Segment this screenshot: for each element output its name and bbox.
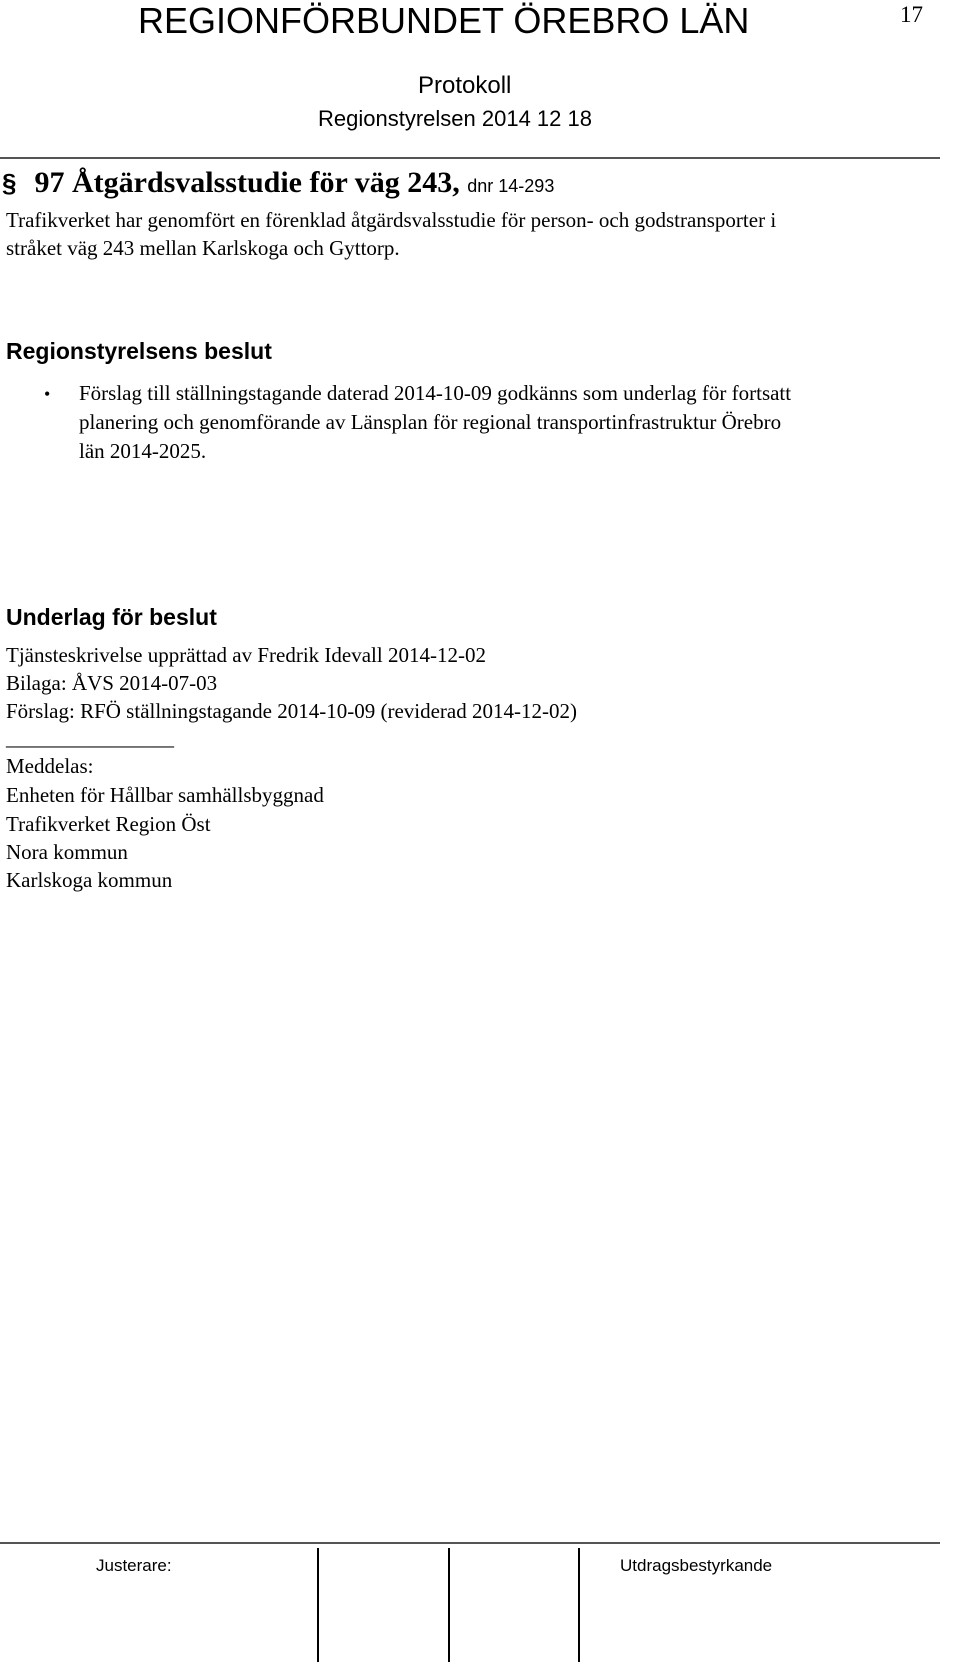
underscore-divider: ________________: [6, 726, 174, 750]
recipient-item: Nora kommun: [6, 840, 128, 864]
document-type: Protokoll: [418, 72, 512, 99]
header-divider: [0, 157, 940, 159]
bullet-icon: •: [44, 384, 51, 404]
basis-heading: Underlag för beslut: [6, 604, 217, 630]
footer-divider: [0, 1542, 940, 1544]
decision-line: län 2014-2025.: [79, 439, 207, 463]
case-number: dnr 14-293: [467, 176, 555, 196]
basis-line: Tjänsteskrivelse upprättad av Fredrik Idevall 2014-12-02: [6, 643, 486, 667]
signature-divider: [317, 1548, 319, 1662]
basis-line: Bilaga: ÅVS 2014-07-03: [6, 671, 218, 695]
section-title: 97 Åtgärdsvalsstudie för väg 243,: [34, 166, 460, 199]
decision-line: planering och genomförande av Länsplan för regional transportinfrastruktur Örebro: [79, 410, 782, 434]
intro-line: stråket väg 243 mellan Karlskoga och Gyttorp.: [6, 236, 400, 260]
notify-label: Meddelas:: [6, 754, 94, 778]
signature-divider: [448, 1548, 450, 1662]
page-number: 17: [900, 2, 923, 27]
paragraph-symbol: §: [2, 168, 17, 198]
footer-justerare-label: Justerare:: [96, 1556, 172, 1575]
recipient-item: Karlskoga kommun: [6, 868, 173, 892]
decision-heading: Regionstyrelsens beslut: [6, 338, 272, 364]
section-heading: [2, 163, 554, 206]
signature-divider: [578, 1548, 580, 1662]
footer-utdragsbestyrkande-label: Utdragsbestyrkande: [620, 1556, 773, 1575]
basis-line: Förslag: RFÖ ställningstagande 2014-10-09 (reviderad 2014-12-02): [6, 699, 577, 723]
recipient-item: Enheten för Hållbar samhällsbyggnad: [6, 783, 324, 807]
decision-line: Förslag till ställningstagande daterad 2014-10-09 godkänns som underlag för fortsatt: [79, 381, 792, 405]
organization-name: REGIONFÖRBUNDET ÖREBRO LÄN: [138, 0, 750, 41]
recipient-item: Trafikverket Region Öst: [6, 812, 211, 836]
meeting-title: Regionstyrelsen 2014 12 18: [318, 106, 592, 131]
intro-line: Trafikverket har genomfört en förenklad åtgärdsvalsstudie för person- och godstransporter i: [6, 208, 777, 232]
